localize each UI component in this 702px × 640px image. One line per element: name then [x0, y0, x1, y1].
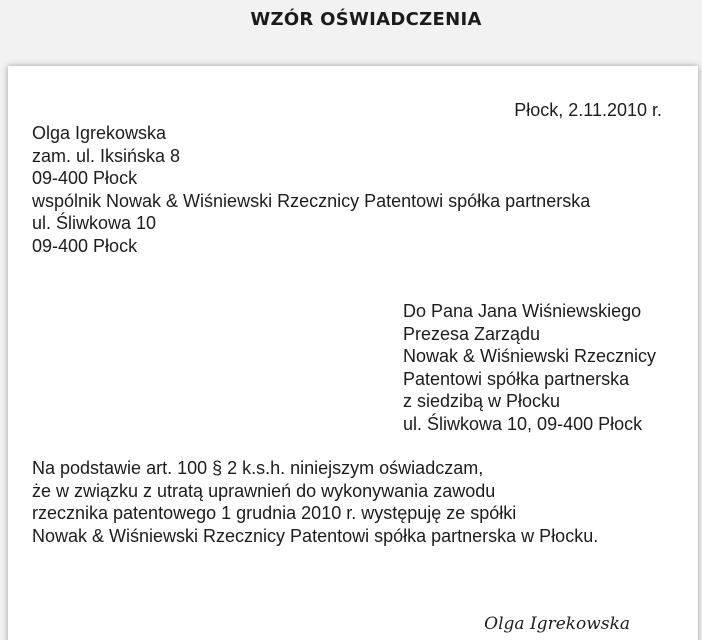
- signature: Olga Igrekowska: [484, 614, 630, 634]
- sender-line: Olga Igrekowska: [32, 123, 167, 143]
- letter-page: [8, 66, 698, 640]
- body-line: że w związku z utratą uprawnień do wykonywania zawodu: [32, 480, 496, 501]
- recipient-line: Patentowi spółka partnerska: [403, 368, 630, 389]
- recipient-address: [403, 300, 656, 435]
- sender-line: ul. Śliwkowa 10: [32, 213, 157, 233]
- sender-address: [32, 122, 590, 257]
- sender-line: zam. ul. Iksińska 8: [32, 145, 181, 166]
- recipient-line: ul. Śliwkowa 10, 09-400 Płock: [403, 413, 643, 434]
- recipient-line: Prezesa Zarządu: [403, 323, 541, 344]
- recipient-line: z siedzibą w Płocku: [403, 391, 561, 411]
- recipient-line: Do Pana Jana Wiśniewskiego: [403, 301, 642, 321]
- sender-line: 09-400 Płock: [32, 235, 138, 256]
- document-heading: WZÓR OŚWIADCZENIA: [250, 9, 482, 30]
- body-line: Nowak & Wiśniewski Rzecznicy Patentowi spółka partnerska w Płocku.: [32, 525, 599, 546]
- sender-line: wspólnik Nowak & Wiśniewski Rzecznicy Patentowi spółka partnerska: [32, 190, 591, 211]
- body-line: Na podstawie art. 100 § 2 k.s.h. niniejszym oświadczam,: [32, 458, 484, 478]
- sender-line: 09-400 Płock: [32, 168, 138, 188]
- body-line: rzecznika patentowego 1 grudnia 2010 r. występuję ze spółki: [32, 503, 517, 523]
- letter-date: Płock, 2.11.2010 r.: [514, 100, 662, 120]
- letter-body: [32, 457, 598, 547]
- recipient-line: Nowak & Wiśniewski Rzecznicy: [403, 346, 657, 366]
